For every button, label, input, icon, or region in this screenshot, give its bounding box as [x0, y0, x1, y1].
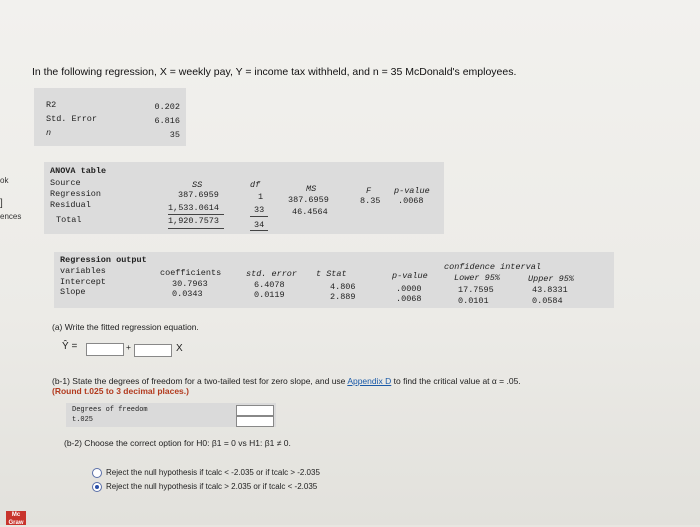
regression-row-slope-p: .0068 — [396, 294, 422, 304]
regression-header-coefficients: coefficients — [160, 268, 222, 278]
summary-value-n: 35 — [169, 130, 180, 140]
regression-header-upper95: Upper 95% — [528, 274, 574, 284]
left-edge-text-3: ences — [0, 212, 22, 221]
regression-row-slope-se: 0.0119 — [254, 290, 285, 300]
intercept-input[interactable] — [86, 343, 124, 356]
anova-header-f: F — [366, 186, 372, 196]
summary-label-n: n — [46, 128, 52, 138]
anova-df-total-line — [250, 230, 268, 231]
anova-ss-total-line — [168, 228, 224, 229]
regression-header-lower95: Lower 95% — [454, 273, 500, 283]
anova-header-ss: SS — [192, 180, 203, 190]
regression-row-intercept-se: 6.4078 — [254, 280, 285, 290]
regression-row-intercept-t: 4.806 — [330, 282, 356, 292]
regression-row-slope-upper: 0.0584 — [532, 296, 563, 306]
regression-header-pvalue: p-value — [392, 271, 428, 281]
regression-row-intercept-coef: 30.7963 — [172, 279, 208, 289]
regression-row-slope-label: Slope — [60, 287, 86, 297]
option-2-radio[interactable] — [92, 482, 102, 492]
anova-title: ANOVA table — [50, 166, 107, 176]
anova-row-residual-source: Residual — [50, 200, 91, 210]
regression-header-t-stat: t Stat — [316, 269, 347, 279]
regression-row-intercept-upper: 43.8331 — [532, 285, 568, 295]
option-2-label[interactable]: Reject the null hypothesis if tcalc > 2.035 or if tcalc < -2.035 — [106, 482, 318, 491]
anova-header-pvalue: p-value — [394, 186, 430, 196]
left-edge-text-2: ] — [0, 198, 3, 209]
summary-box — [34, 88, 186, 146]
regression-row-intercept-lower: 17.7595 — [458, 285, 494, 295]
left-edge-text-1: ok — [0, 176, 9, 185]
df-input[interactable] — [236, 405, 274, 416]
question-b1-text-before: (b-1) State the degrees of freedom for a two-tailed test for zero slope, and use — [52, 376, 348, 386]
regression-row-slope-t: 2.889 — [330, 292, 356, 302]
anova-row-regression-ms: 387.6959 — [288, 195, 329, 205]
t025-label: t.025 — [72, 416, 94, 424]
regression-row-slope-coef: 0.0343 — [172, 289, 203, 299]
anova-row-total-ss: 1,920.7573 — [168, 216, 220, 226]
option-1-radio[interactable] — [92, 468, 102, 478]
summary-value-std-error: 6.816 — [154, 116, 180, 126]
round-instruction: (Round t.025 to 3 decimal places.) — [52, 386, 189, 396]
df-label: Degrees of freedom — [72, 406, 148, 414]
intro-text: In the following regression, X = weekly pay, Y = income tax withheld, and n = 35 McDonald's employees. — [32, 66, 517, 78]
regression-row-intercept-label: Intercept — [60, 277, 106, 287]
regression-title: Regression output — [60, 255, 147, 265]
question-b1-text-after: to find the critical value at α = .05. — [391, 376, 521, 386]
anova-row-regression-df: 1 — [258, 192, 264, 202]
anova-row-residual-ms: 46.4564 — [292, 207, 328, 217]
plus-sign: + — [126, 342, 131, 352]
anova-row-total-df: 34 — [254, 220, 265, 230]
question-b1 — [52, 376, 521, 386]
anova-row-total-source: Total — [56, 215, 82, 225]
question-a: (a) Write the fitted regression equation. — [52, 322, 199, 332]
summary-label-r2: R2 — [46, 100, 57, 110]
anova-row-regression-f: 8.35 — [360, 196, 381, 206]
regression-ci-header: confidence interval — [444, 262, 541, 272]
mcgraw-logo: Mc Graw — [6, 511, 26, 525]
anova-header-source: Source — [50, 178, 81, 188]
anova-row-regression-source: Regression — [50, 189, 102, 199]
anova-table — [44, 162, 444, 234]
regression-row-intercept-p: .0000 — [396, 284, 422, 294]
anova-df-sum-line — [250, 216, 268, 217]
summary-value-r2: 0.202 — [154, 102, 180, 112]
anova-row-regression-pvalue: .0068 — [398, 196, 424, 206]
x-label: X — [176, 343, 183, 354]
slope-input[interactable] — [134, 344, 172, 357]
regression-header-std-error: std. error — [246, 269, 298, 279]
t025-input[interactable] — [236, 416, 274, 427]
question-b2: (b-2) Choose the correct option for H0: β1 = 0 vs H1: β1 ≠ 0. — [64, 438, 291, 448]
yhat-label: Ŷ = — [62, 341, 78, 352]
option-1-label[interactable]: Reject the null hypothesis if tcalc < -2.035 or if tcalc > -2.035 — [106, 468, 320, 477]
regression-header-variables: variables — [60, 266, 106, 276]
summary-label-std-error: Std. Error — [46, 114, 98, 124]
anova-header-df: df — [250, 180, 261, 190]
anova-ss-sum-line — [168, 214, 224, 215]
anova-row-residual-df: 33 — [254, 205, 265, 215]
regression-output-table — [54, 252, 614, 308]
appendix-d-link[interactable]: Appendix D — [347, 376, 392, 386]
anova-header-ms: MS — [306, 184, 317, 194]
regression-row-slope-lower: 0.0101 — [458, 296, 489, 306]
anova-row-residual-ss: 1,533.0614 — [168, 203, 220, 213]
anova-row-regression-ss: 387.6959 — [178, 190, 219, 200]
